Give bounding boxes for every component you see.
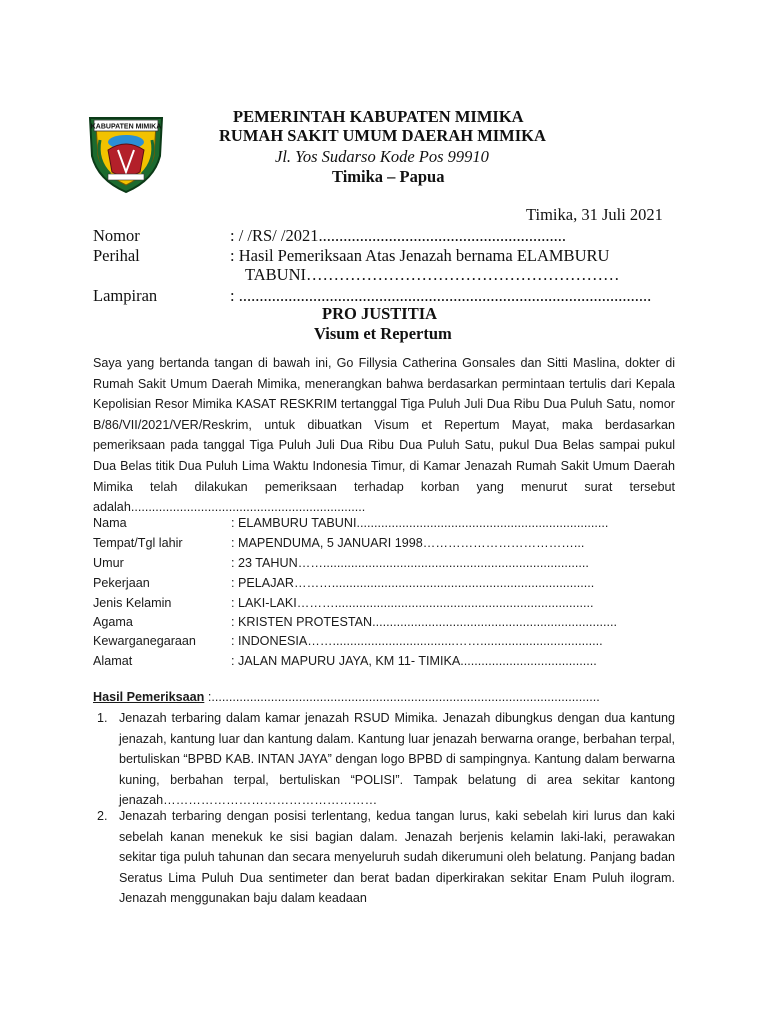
kabupaten-mimika-logo	[80, 110, 172, 194]
hasil-title-dots: :...............................................................................................................	[204, 690, 600, 704]
identity-value: : JALAN MAPURU JAYA, KM 11- TIMIKA.......................................	[231, 654, 597, 668]
identity-value: : KRISTEN PROTESTAN......................................................................	[231, 615, 618, 629]
list-item-number: 1.	[97, 711, 108, 725]
identity-value: : LAKI-LAKI………..........................................................................	[231, 596, 594, 610]
perihal-value: : Hasil Pemeriksaan Atas Jenazah bernama ELAMBURU	[230, 246, 610, 265]
identity-value: : ELAMBURU TABUNI........................................................................	[231, 516, 609, 530]
list-item-text: Jenazah terbaring dengan posisi terlentang, kedua tangan lurus, kaki sebelah kiri lurus dan kaki sebelah kanan menekuk ke sisi bagian dalam. Jenazah berjenis kelamin laki-laki, perawakan sekitar tiga puluh tahunan dan secara menyeluruh sudah dikerumuni oleh belatung. Panjang badan Seratus Lima Puluh Dua sentimeter dan berat badan diperkirakan sekitar Enam Puluh ilogram. Jenazah menggunakan baju dalam keadaan	[119, 809, 675, 906]
list-item-number: 2.	[97, 809, 108, 823]
identity-label: Nama	[93, 516, 127, 530]
identity-label: Tempat/Tgl lahir	[93, 536, 183, 550]
perihal-value-cont: TABUNI…………………………………………………	[245, 265, 620, 284]
list-item	[93, 806, 675, 909]
perihal-label: Perihal	[93, 246, 140, 265]
nomor-value: : / /RS/ /2021............................................................	[230, 226, 566, 245]
identity-value: : INDONESIA……...................................……...................................	[231, 634, 603, 648]
identity-label: Pekerjaan	[93, 576, 150, 590]
identity-label: Umur	[93, 556, 124, 570]
hasil-heading	[93, 690, 600, 704]
logo-lettering: KABUPATEN MIMIKA	[90, 123, 162, 131]
list-item-text: Jenazah terbaring dalam kamar jenazah RSUD Mimika. Jenazah dibungkus dengan dua kantung jenazah, kantung luar dan kantung dalam. Kantung luar jenazah berwarna orange, berbahan terpal, bertuliskan “BPBD KAB. INTAN JAYA” dengan logo BPBD di sampingnya. Kantung dalam berwarna kuning, berbahan terpal, bertuliskan “POLISI”. Tampak belatung di area sekitar kantong jenazah……………………………………………	[119, 711, 675, 808]
lampiran-value: : ....................................................................................................	[230, 286, 652, 305]
header-hospital: RUMAH SAKIT UMUM DAERAH MIMIKA	[219, 126, 546, 145]
identity-value: : PELAJAR………...........................................................................	[231, 576, 595, 590]
list-item	[93, 708, 675, 811]
lampiran-label: Lampiran	[93, 286, 158, 305]
title-pro-justitia: PRO JUSTITIA	[322, 304, 438, 323]
header-government: PEMERINTAH KABUPATEN MIMIKA	[233, 107, 524, 126]
header-city: Timika – Papua	[332, 167, 445, 186]
hasil-title: Hasil Pemeriksaan	[93, 690, 205, 704]
identity-label: Jenis Kelamin	[93, 596, 172, 610]
header-address: Jl. Yos Sudarso Kode Pos 99910	[275, 147, 489, 166]
identity-label: Alamat	[93, 654, 133, 668]
identity-label: Kewarganegaraan	[93, 634, 196, 648]
intro-paragraph: Saya yang bertanda tangan di bawah ini, Go Fillysia Catherina Gonsales dan Sitti Maslina, dokter di Rumah Sakit Umum Daerah Mimika, menerangkan bahwa berdasarkan permintaan tertulis dari Kepala Kepolisian Resor Mimika KASAT RESKRIM tertanggal Tiga Puluh Juli Dua Ribu Dua Puluh Satu, nomor B/86/VII/2021/VER/Reskrim, untuk dibuatkan Visum et Repertum Mayat, maka berdasarkan pemeriksaan pada tanggal Tiga Puluh Juli Dua Ribu Dua Puluh Satu, pukul Dua Belas sampai pukul Dua Belas titik Dua Puluh Lima Waktu Indonesia Timur, di Kamar Jenazah Rumah Sakit Umum Daerah Mimika telah dilakukan pemeriksaan terhadap korban yang menurut surat tersebut adalah...................................................................	[93, 356, 675, 515]
identity-value: : 23 TAHUN……............................................................................	[231, 556, 589, 570]
title-visum: Visum et Repertum	[314, 324, 452, 343]
identity-label: Agama	[93, 615, 133, 629]
identity-value: : MAPENDUMA, 5 JANUARI 1998………………………………...	[231, 536, 585, 550]
nomor-label: Nomor	[93, 226, 140, 245]
letter-date: Timika, 31 Juli 2021	[526, 205, 663, 224]
